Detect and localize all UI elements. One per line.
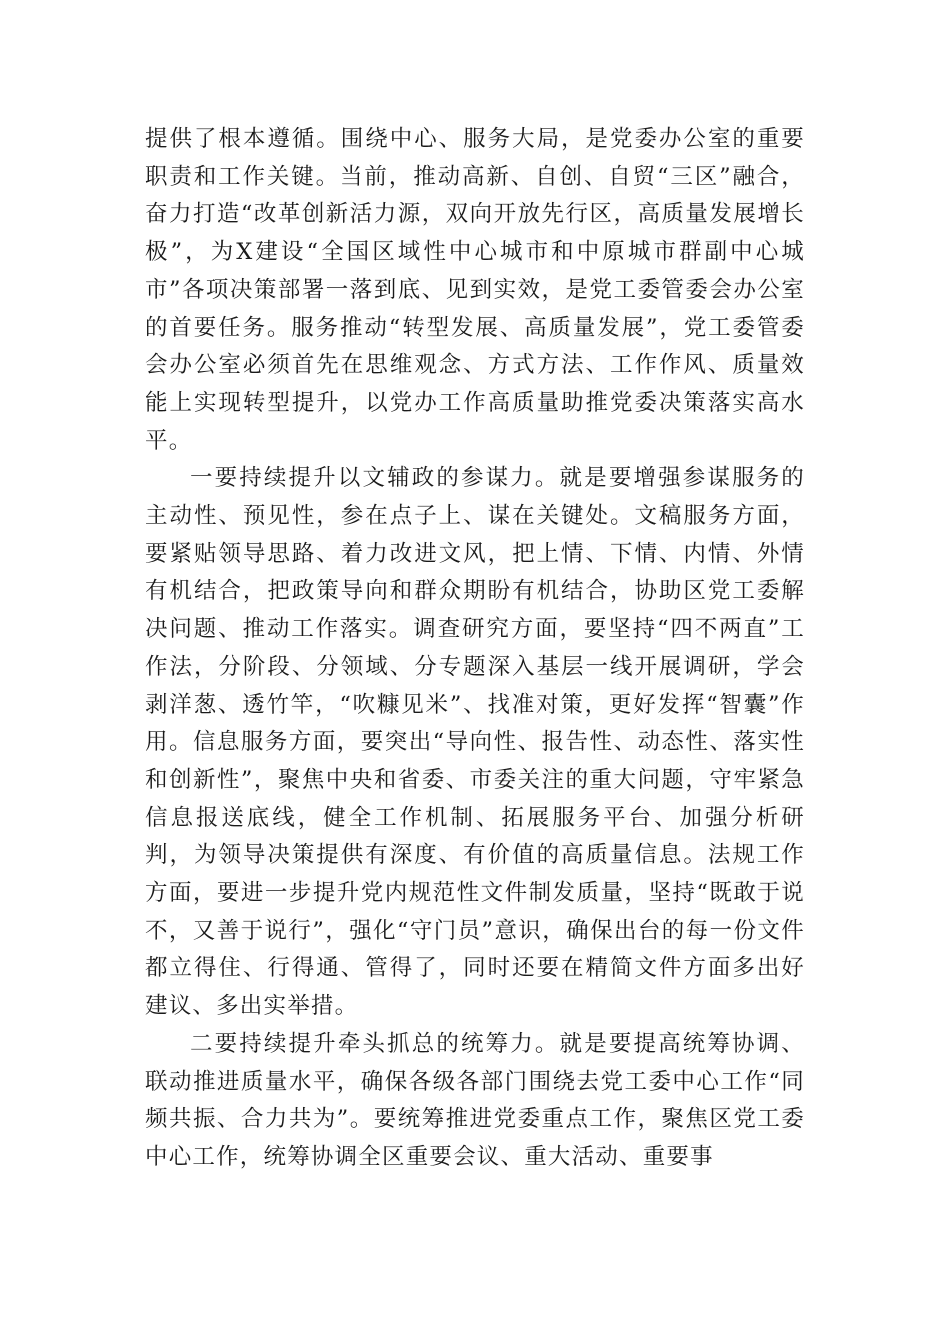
paragraph-point-two: 二要持续提升牵头抓总的统筹力。就是要提高统筹协调、联动推进质量水平，确保各级各部门围绕去党工委中心工作“同频共振、合力共为”。要统筹推进党委重点工作，聚焦区党工委中心工作，统筹协调全区重要会议、重大活动、重要事: [145, 1030, 805, 1170]
document-page: [145, 121, 805, 1177]
paragraph-intro: 提供了根本遵循。围绕中心、服务大局，是党委办公室的重要职责和工作关键。当前，推动高新、自创、自贸“三区”融合，奋力打造“改革创新活力源，双向开放先行区，高质量发展增长极”，为X建设“全国区域性中心城市和中原城市群副中心城市”各项决策部署一落到底、见到实效，是党工委管委会办公室的首要任务。服务推动“转型发展、高质量发展”，党工委管委会办公室必须首先在思维观念、方式方法、工作作风、质量效能上实现转型提升，以党办工作高质量助推党委决策落实高水平。: [145, 126, 805, 454]
paragraph-point-one: 一要持续提升以文辅政的参谋力。就是要增强参谋服务的主动性、预见性，参在点子上、谋在关键处。文稿服务方面，要紧贴领导思路、着力改进文风，把上情、下情、内情、外情有机结合，把政策导向和群众期盼有机结合，协助区党工委解决问题、推动工作落实。调查研究方面，要坚持“四不两直”工作法，分阶段、分领域、分专题深入基层一线开展调研，学会剥洋葱、透竹竿，“吹糠见米”、找准对策，更好发挥“智囊”作用。信息服务方面，要突出“导向性、报告性、动态性、落实性和创新性”，聚焦中央和省委、市委关注的重大问题，守牢紧急信息报送底线，健全工作机制、拓展服务平台、加强分析研判，为领导决策提供有深度、有价值的高质量信息。法规工作方面，要进一步提升党内规范性文件制发质量，坚持“既敢于说不，又善于说行”，强化“守门员”意识，确保出台的每一份文件都立得住、行得通、管得了，同时还要在精简文件方面多出好建议、多出实举措。: [145, 465, 805, 1020]
